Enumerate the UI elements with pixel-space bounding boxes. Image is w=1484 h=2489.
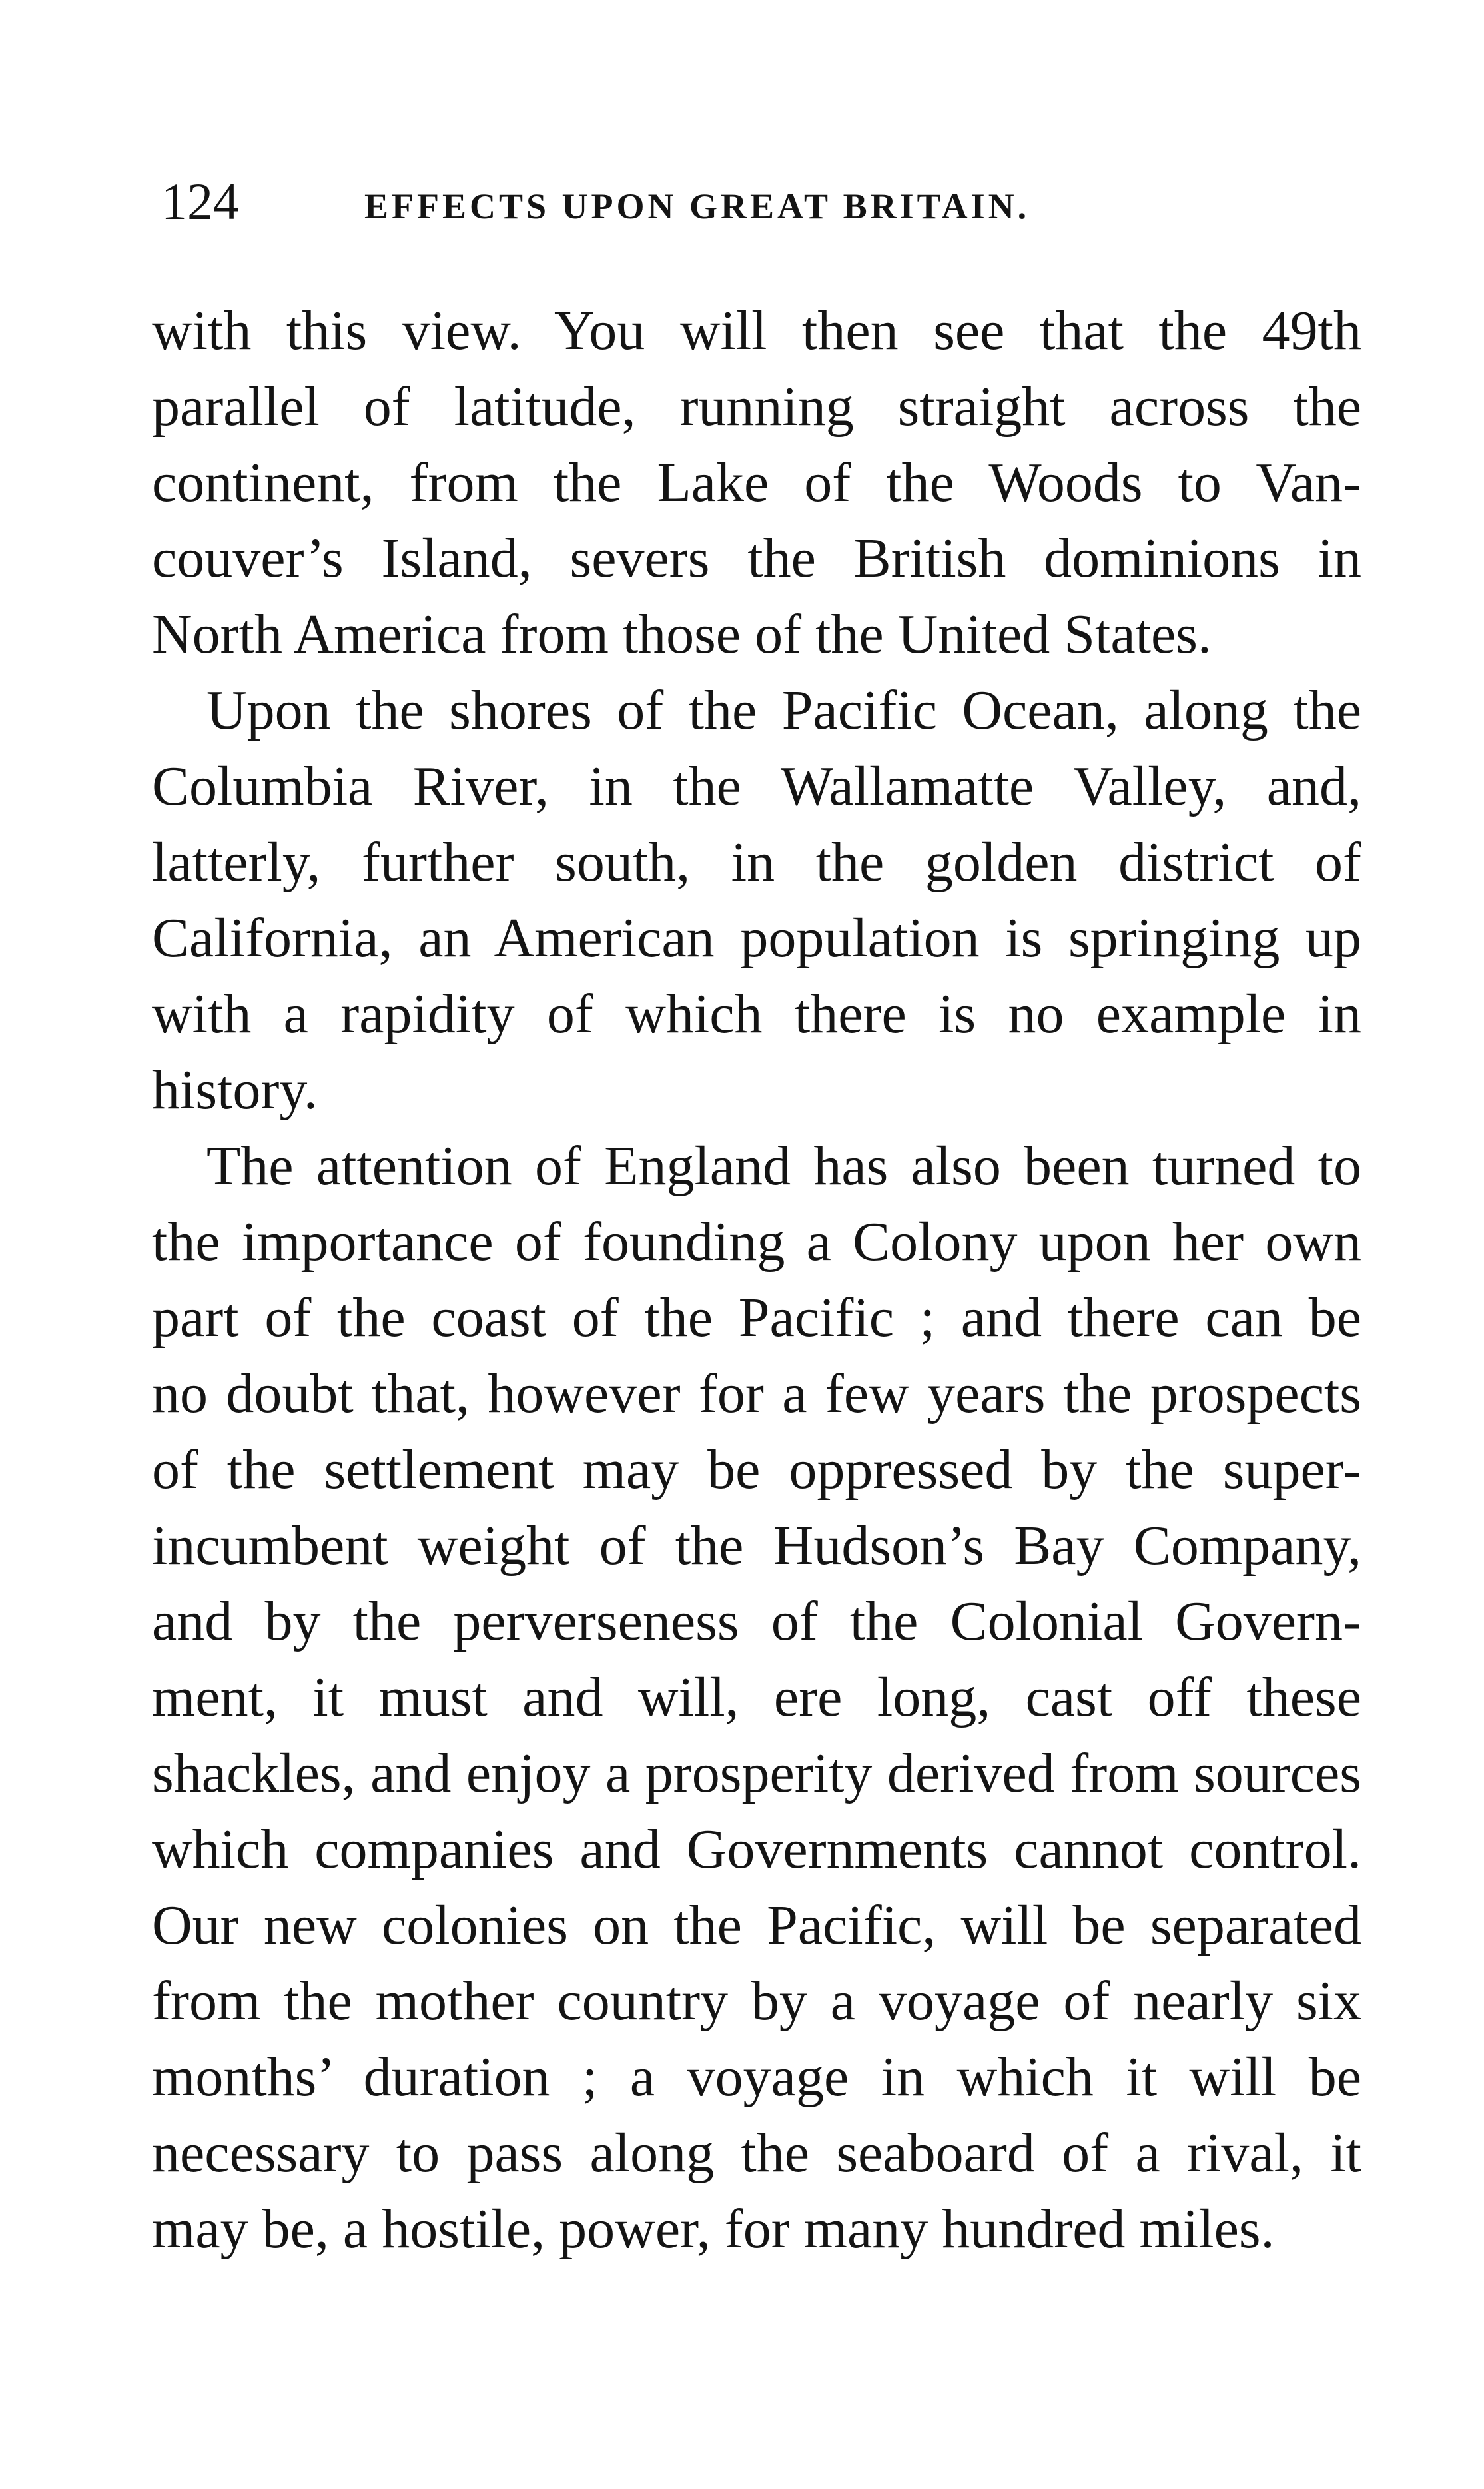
text-line: of the settlement may be oppressed by the super- bbox=[152, 1439, 1361, 1501]
text-line: necessary to pass along the seaboard of a rival, it bbox=[152, 2122, 1361, 2184]
text-line: ment, it must and will, ere long, cast off these bbox=[152, 1666, 1361, 1728]
text-line: incumbent weight of the Hudson’s Bay Company, bbox=[152, 1515, 1361, 1577]
text-line: Upon the shores of the Pacific Ocean, along the bbox=[206, 679, 1361, 741]
text-line: Our new colonies on the Pacific, will be separated bbox=[152, 1894, 1361, 1956]
text-line: part of the coast of the Pacific ; and there can be bbox=[152, 1287, 1361, 1349]
text-line: may be, a hostile, power, for many hundred miles. bbox=[152, 2198, 1275, 2260]
text-line: latterly, further south, in the golden district of bbox=[152, 831, 1361, 893]
running-head bbox=[161, 172, 1360, 232]
text-line: the importance of founding a Colony upon her own bbox=[152, 1211, 1361, 1273]
text-line: from the mother country by a voyage of nearly six bbox=[152, 1970, 1361, 2032]
text-line: history. bbox=[152, 1059, 318, 1121]
text-line: which companies and Governments cannot control. bbox=[152, 1818, 1361, 1880]
text-line: and by the perverseness of the Colonial Govern- bbox=[152, 1591, 1361, 1652]
text-line: North America from those of the United States. bbox=[152, 603, 1212, 665]
text-line: shackles, and enjoy a prosperity derived from sources bbox=[152, 1742, 1361, 1804]
text-line: couver’s Island, severs the British dominions in bbox=[152, 528, 1361, 589]
text-line: months’ duration ; a voyage in which it will be bbox=[152, 2046, 1361, 2108]
page-number: 124 bbox=[161, 173, 239, 230]
text-line: continent, from the Lake of the Woods to Van- bbox=[152, 452, 1361, 514]
text-line: parallel of latitude, running straight across the bbox=[152, 376, 1361, 438]
text-line: California, an American population is springing up bbox=[152, 907, 1361, 969]
body-text bbox=[152, 293, 1361, 2267]
text-line: no doubt that, however for a few years the prospects bbox=[152, 1363, 1361, 1425]
text-line: with this view. You will then see that the 49th bbox=[152, 300, 1361, 362]
running-title: EFFECTS UPON GREAT BRITAIN. bbox=[364, 186, 1030, 226]
text-line: Columbia River, in the Wallamatte Valley, and, bbox=[152, 755, 1361, 817]
text-line: The attention of England has also been turned to bbox=[206, 1135, 1361, 1197]
text-line: with a rapidity of which there is no example in bbox=[152, 983, 1361, 1045]
